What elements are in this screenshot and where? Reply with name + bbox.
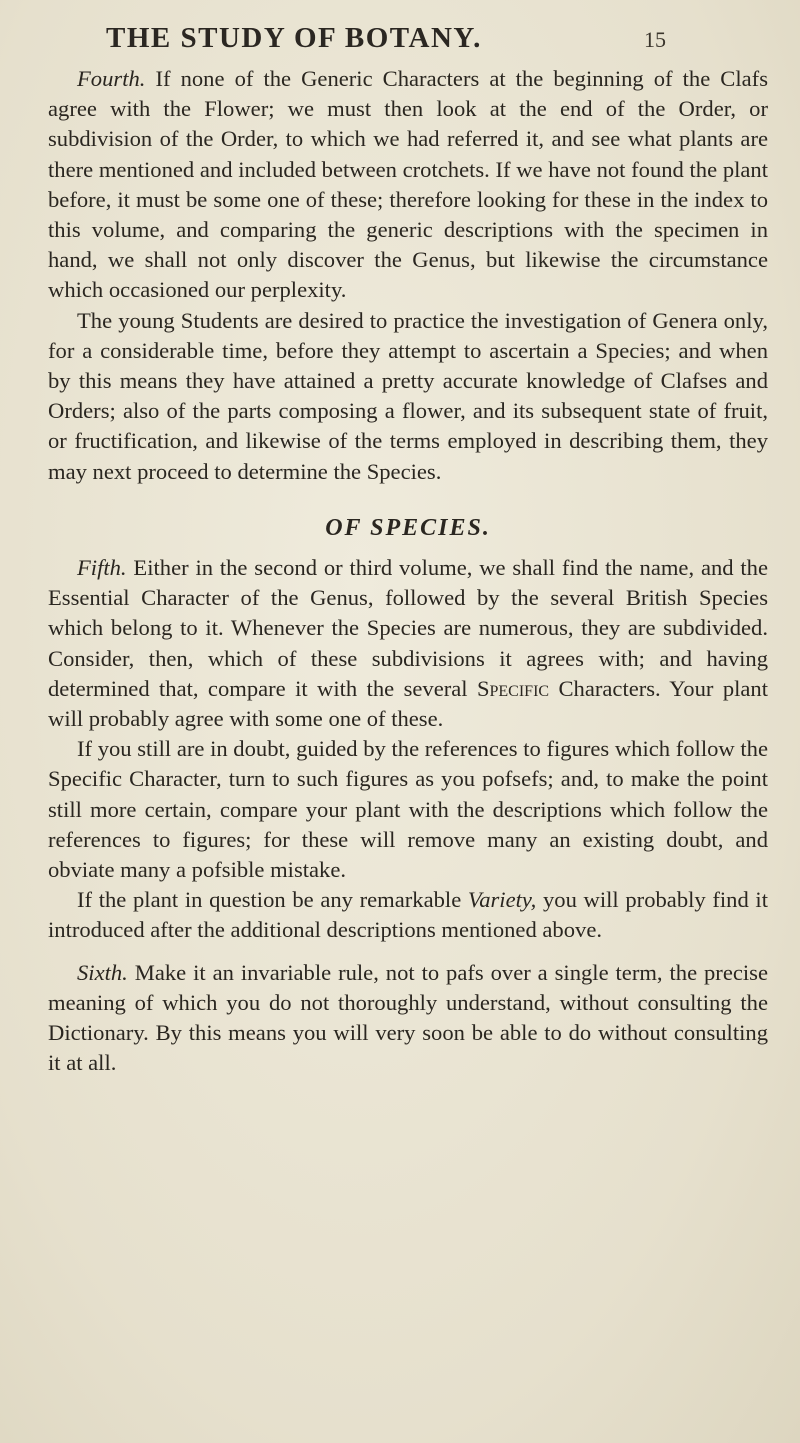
page-number: 15 bbox=[644, 27, 666, 52]
paragraph-text: If none of the Generic Characters at the beginning of the Clafs agree with the Flower; we must then look at the end of the Order, or subdivision of the Order, to which we had referred it, and see what plants are there mentioned and included between crotchets. If we have not found the plant before, it must be some one of these; therefore looking for these in the index to this volume, and comparing the generic descriptions with the specimen in hand, we shall not only discover the Genus, but likewise the circumstance which occasioned our perplexity. bbox=[48, 66, 768, 303]
paragraph-lead: Fifth. bbox=[77, 555, 127, 581]
paragraph-variety bbox=[48, 885, 768, 945]
paragraph-text: If the plant in question be any remarkable bbox=[77, 887, 468, 913]
paragraph-text: you will probably find it introduced after the additional descriptions mentioned above. bbox=[48, 887, 768, 943]
section-title: OF SPECIES. bbox=[325, 514, 491, 541]
specific-term: Specific bbox=[476, 675, 550, 701]
paragraph-young-students bbox=[48, 306, 768, 487]
paragraph-lead: Fourth. bbox=[77, 66, 146, 91]
paragraph-text: Characters. Your plant will probably agree with some one of these. bbox=[48, 675, 768, 732]
paragraph-text: Either in the second or third volume, we shall find the name, and the Essential Character of the Genus, followed by the several British Species which belong to it. Whenever the Species are numerous, they are subdivided. Consider, then, which of these subdivisions it agrees with; and having determined that, compare it with the several bbox=[48, 555, 768, 701]
body-text bbox=[48, 64, 768, 1079]
paragraph-fourth bbox=[48, 64, 768, 306]
paragraph-text: The young Students are desired to practice the investigation of Genera only, for a considerable time, before they attempt to ascertain a Species; and when by this means they have attained a pretty accurate knowledge of Clafses and Orders; also of the parts composing a flower, and its subsequent state of fruit, or fructification, and likewise of the terms employed in describing them, they may next proceed to determine the Species. bbox=[48, 307, 768, 484]
paragraph-sixth bbox=[48, 958, 768, 1079]
paragraph-fifth bbox=[48, 553, 768, 734]
paragraph-text: Make it an invariable rule, not to pafs over a single term, the precise meaning of which you do not thoroughly understand, without consulting the Dictionary. By this means you will very soon be able to do without consulting it at all. bbox=[48, 959, 768, 1076]
running-title: THE STUDY OF BOTANY. bbox=[106, 22, 482, 54]
paragraph-lead: Sixth. bbox=[77, 959, 128, 985]
paragraph-doubt bbox=[48, 734, 768, 885]
variety-term: Variety, bbox=[467, 887, 537, 913]
paragraph-text: If you still are in doubt, guided by the references to figures which follow the Specific Character, turn to such figures as you pofsefs; and, to make the point still more certain, compare your plant with the descriptions which follow the references to figures; for these will remove many an existing doubt, and obviate many a pofsible mistake. bbox=[48, 736, 768, 883]
page-header bbox=[106, 22, 666, 55]
